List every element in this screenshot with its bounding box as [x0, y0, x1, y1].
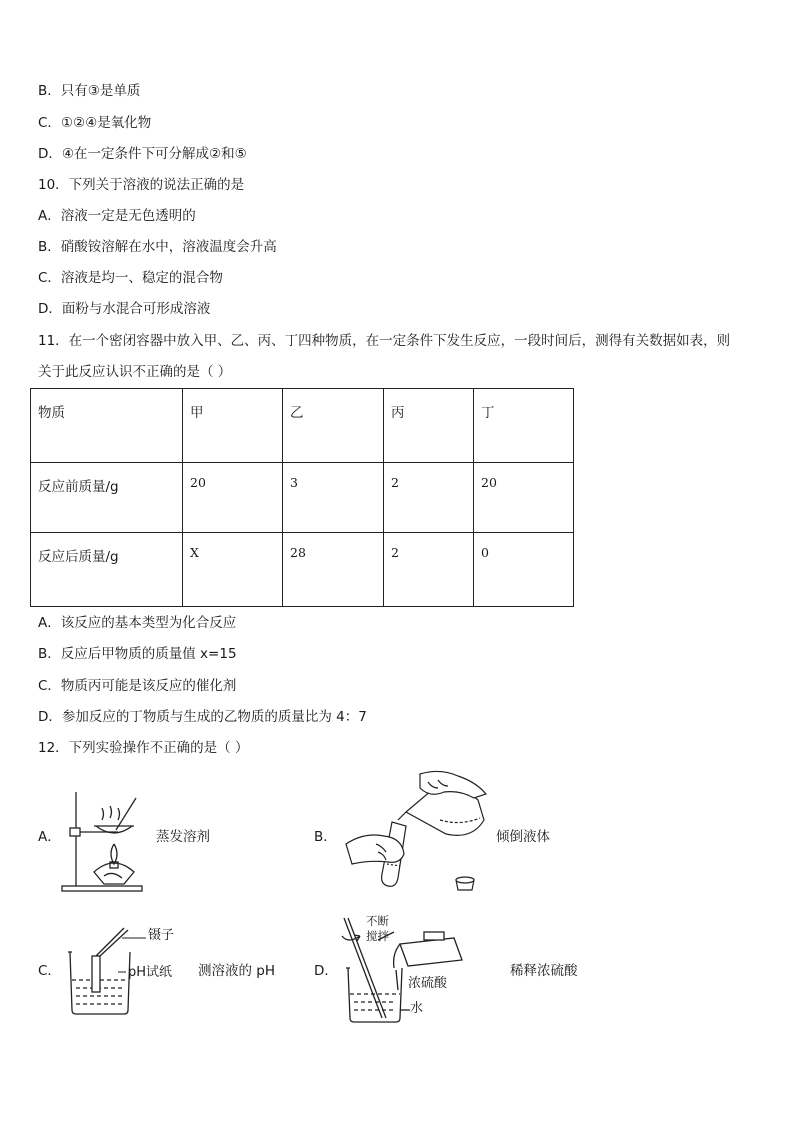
table-header-cell: 物质: [31, 389, 183, 463]
q12-option-b-caption: 倾倒液体: [496, 829, 550, 845]
table-cell: 2: [384, 463, 474, 533]
evaporation-apparatus-illustration: [58, 788, 148, 894]
table-cell: 反应前质量/g: [31, 463, 183, 533]
ph-paper-label: pH试纸: [128, 965, 173, 980]
q12-option-a-letter: A．: [38, 829, 61, 845]
q11-data-table: [30, 388, 574, 607]
q9-option-b: B．只有③是单质: [38, 83, 141, 99]
q10-option-c: C．溶液是均一、稳定的混合物: [38, 270, 223, 286]
table-row: [31, 463, 574, 533]
q11-option-c: C．物质丙可能是该反应的催化剂: [38, 678, 237, 694]
table-cell: 2: [384, 533, 474, 607]
table-header-cell: 乙: [283, 389, 384, 463]
table-cell: 28: [283, 533, 384, 607]
q12-stem: 12．下列实验操作不正确的是（ ）: [38, 740, 249, 756]
table-header-cell: 甲: [183, 389, 283, 463]
q11-stem-line-1: 11．在一个密闭容器中放入甲、乙、丙、丁四种物质，在一定条件下发生反应，一段时间后，测得有关数据如表，则: [38, 333, 731, 349]
table-cell: 反应后质量/g: [31, 533, 183, 607]
table-header-cell: 丁: [474, 389, 574, 463]
table-row: [31, 533, 574, 607]
table-cell: 20: [474, 463, 574, 533]
q9-option-d: D．④在一定条件下可分解成②和⑤: [38, 146, 247, 162]
stir-label-2: 搅拌: [366, 929, 389, 943]
q12-option-a-caption: 蒸发溶剂: [156, 829, 210, 845]
table-header-cell: 丙: [384, 389, 474, 463]
q10-option-b: B．硝酸铵溶解在水中，溶液温度会升高: [38, 239, 277, 255]
q11-option-d: D．参加反应的丁物质与生成的乙物质的质量比为 4：7: [38, 709, 367, 725]
q12-option-c-letter: C．: [38, 963, 61, 979]
q11-option-a: A．该反应的基本类型为化合反应: [38, 615, 237, 631]
q12-option-d-letter: D．: [314, 963, 338, 979]
stir-label-1: 不断: [366, 914, 389, 928]
q12-option-d-caption: 稀释浓硫酸: [510, 963, 578, 979]
table-cell: 20: [183, 463, 283, 533]
tweezers-label: 镊子: [148, 928, 175, 943]
concentrated-acid-label: 浓硫酸: [408, 976, 448, 991]
table-cell: 0: [474, 533, 574, 607]
table-header-row: [31, 389, 574, 463]
pouring-liquid-illustration: [340, 768, 490, 896]
q10-stem: 10．下列关于溶液的说法正确的是: [38, 177, 245, 193]
q12-option-b-letter: B．: [314, 829, 337, 845]
table-cell: X: [183, 533, 283, 607]
q12-option-c-caption: 测溶液的 pH: [198, 963, 276, 979]
dilute-acid-illustration: [338, 914, 478, 1026]
q10-option-a: A．溶液一定是无色透明的: [38, 208, 196, 224]
q11-stem-line-2: 关于此反应认识不正确的是（ ）: [38, 364, 232, 380]
q11-option-b: B．反应后甲物质的质量值 x=15: [38, 646, 237, 662]
table-cell: 3: [283, 463, 384, 533]
q10-option-d: D．面粉与水混合可形成溶液: [38, 301, 211, 317]
water-label: 水: [410, 1001, 424, 1016]
q9-option-c: C．①②④是氧化物: [38, 115, 152, 131]
